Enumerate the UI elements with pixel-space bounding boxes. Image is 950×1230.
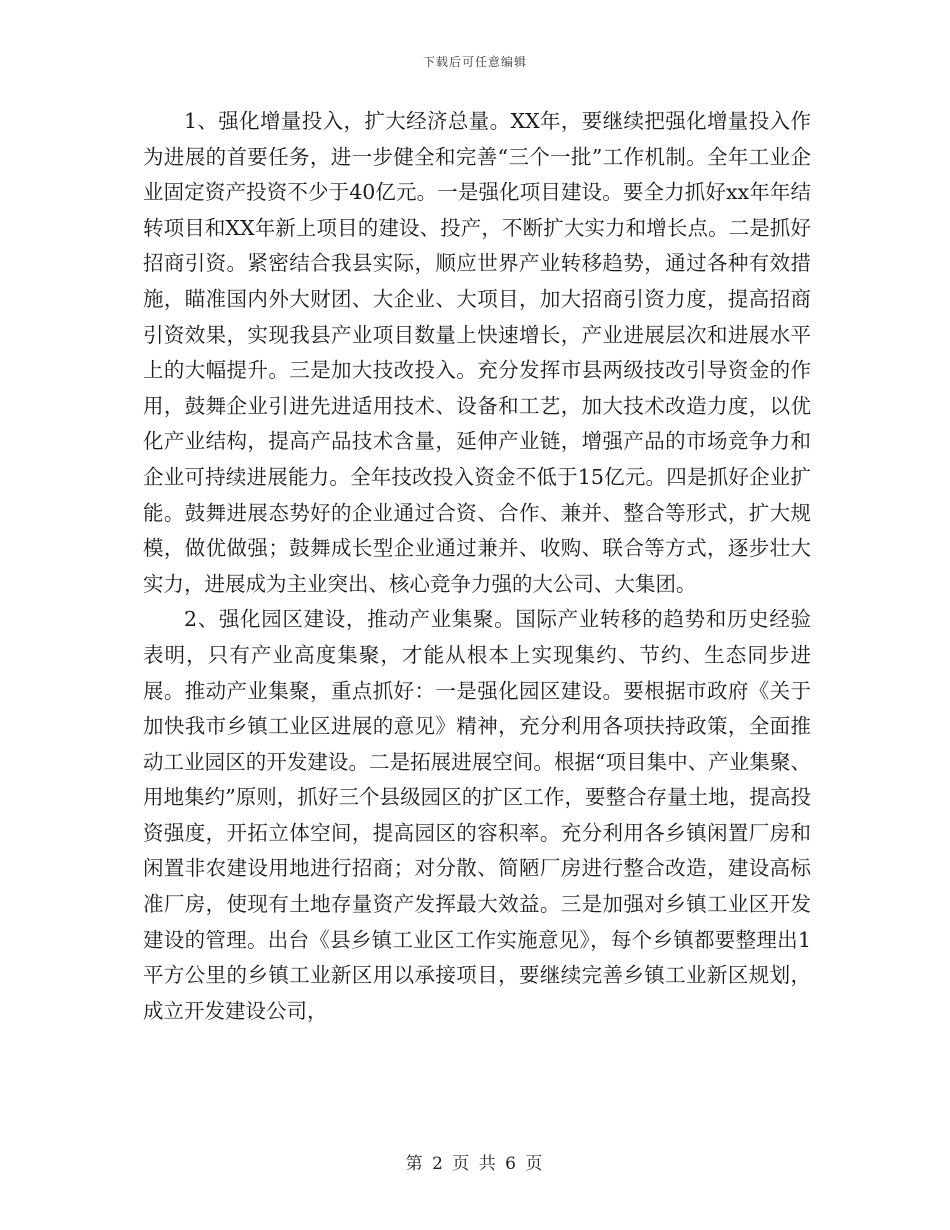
- page-header: 下载后可任意编辑: [422, 55, 527, 69]
- paragraph-2: 2、强化园区建设，推动产业集聚。国际产业转移的趋势和历史经验表明，只有产业高度集聚，才能从根本上实现集约、节约、生态同步进展。推动产业集聚，重点抓好：一是强化园区建设。要根据市政府《关于加快我市乡镇工业区进展的意见》精神，充分利用各项扶持政策，全面推动工业园区的开发建设。二是拓展进展空间。根据“项目集中、产业集聚、用地集约”原则，抓好三个县级园区的扩区工作，要整合存量土地，提高投资强度，开拓立体空间，提高园区的容积率。充分利用各乡镇闲置厂房和闲置非农建设用地进行招商；对分散、简陋厂房进行整合改造，建设高标准厂房，使现有土地存量资产发挥最大效益。三是加强对乡镇工业区开发建设的管理。出台《县乡镇工业区工作实施意见》，每个乡镇都要整理出1平方公里的乡镇工业新区用以承接项目，要继续完善乡镇工业新区规划，成立开发建设公司，: [143, 607, 811, 1023]
- page-number: 第 2 页 共 6 页: [405, 1154, 545, 1174]
- paragraph-1: 1、强化增量投入，扩大经济总量。XX年，要继续把强化增量投入作为进展的首要任务，进一步健全和完善“三个一批”工作机制。全年工业企业固定资产投资不少于40亿元。一是强化项目建设。要全力抓好xx年年结转项目和XX年新上项目的建设、投产，不断扩大实力和增长点。二是抓好招商引资。紧密结合我县实际，顺应世界产业转移趋势，通过各种有效措施，瞄准国内外大财团、大企业、大项目，加大招商引资力度，提高招商引资效果，实现我县产业项目数量上快速增长，产业进展层次和进展水平上的大幅提升。三是加大技改投入。充分发挥市县两级技改引导资金的作用，鼓舞企业引进先进适用技术、设备和工艺，加大技术改造力度，以优化产业结构，提高产品技术含量，延伸产业链，增强产品的市场竞争力和企业可持续进展能力。全年技改投入资金不低于15亿元。四是抓好企业扩能。鼓舞进展态势好的企业通过合资、合作、兼并、整合等形式，扩大规模，做优做强；鼓舞成长型企业通过兼并、收购、联合等方式，逐步壮大实力，进展成为主业突出、核心竞争力强的大公司、大集团。: [143, 109, 811, 596]
- document-body: [143, 104, 811, 1029]
